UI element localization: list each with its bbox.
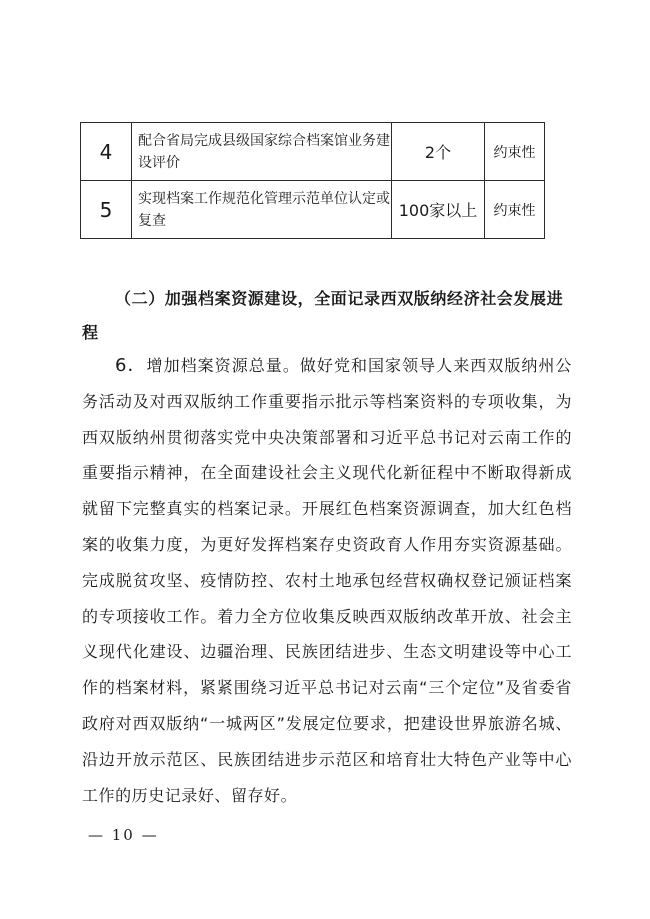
paragraph-number: 6． [115,355,147,376]
target-cell: 2个 [392,123,485,181]
indicator-table [80,122,545,239]
indicator-type-cell: 约束性 [485,123,545,181]
row-number: 4 [81,123,132,181]
page-number: — 10 — [88,826,159,844]
table-row [81,181,545,239]
task-cell: 实现档案工作规范化管理示范单位认定或复查 [132,181,392,239]
row-number: 5 [81,181,132,239]
paragraph-text: 增加档案资源总量。做好党和国家领导人来西双版纳州公务活动及对西双版纳工作重要指示批示等档案资料的专项收集，为西双版纳州贯彻落实党中央决策部署和习近平总书记对云南工作的重要指示精神，在全面建设社会主义现代化新征程中不断取得新成就留下完整真实的档案记录。开展红色档案资源调查，加大红色档案的收集力度，为更好发挥档案存史资政育人作用夯实资源基础。完成脱贫攻坚、疫情防控、农村土地承包经营权确权登记颁证档案的专项接收工作。着力全方位收集反映西双版纳改革开放、社会主义现代化建设、边疆治理、民族团结进步、生态文明建设等中心工作的档案材料，紧紧围绕习近平总书记对云南“三个定位”及省委省政府对西双版纳“一城两区”发展定位要求，把建设世界旅游名城、沿边开放示范区、民族团结进步示范区和培育壮大特色产业等中心工作的历史记录好、留存好。 [82,356,572,805]
body-paragraph [82,348,572,813]
section-heading: （二）加强档案资源建设，全面记录西双版纳经济社会发展进程 [82,289,564,342]
indicator-type-cell: 约束性 [485,181,545,239]
target-cell: 100家以上 [392,181,485,239]
task-cell: 配合省局完成县级国家综合档案馆业务建设评价 [132,123,392,181]
table-row [81,123,545,181]
